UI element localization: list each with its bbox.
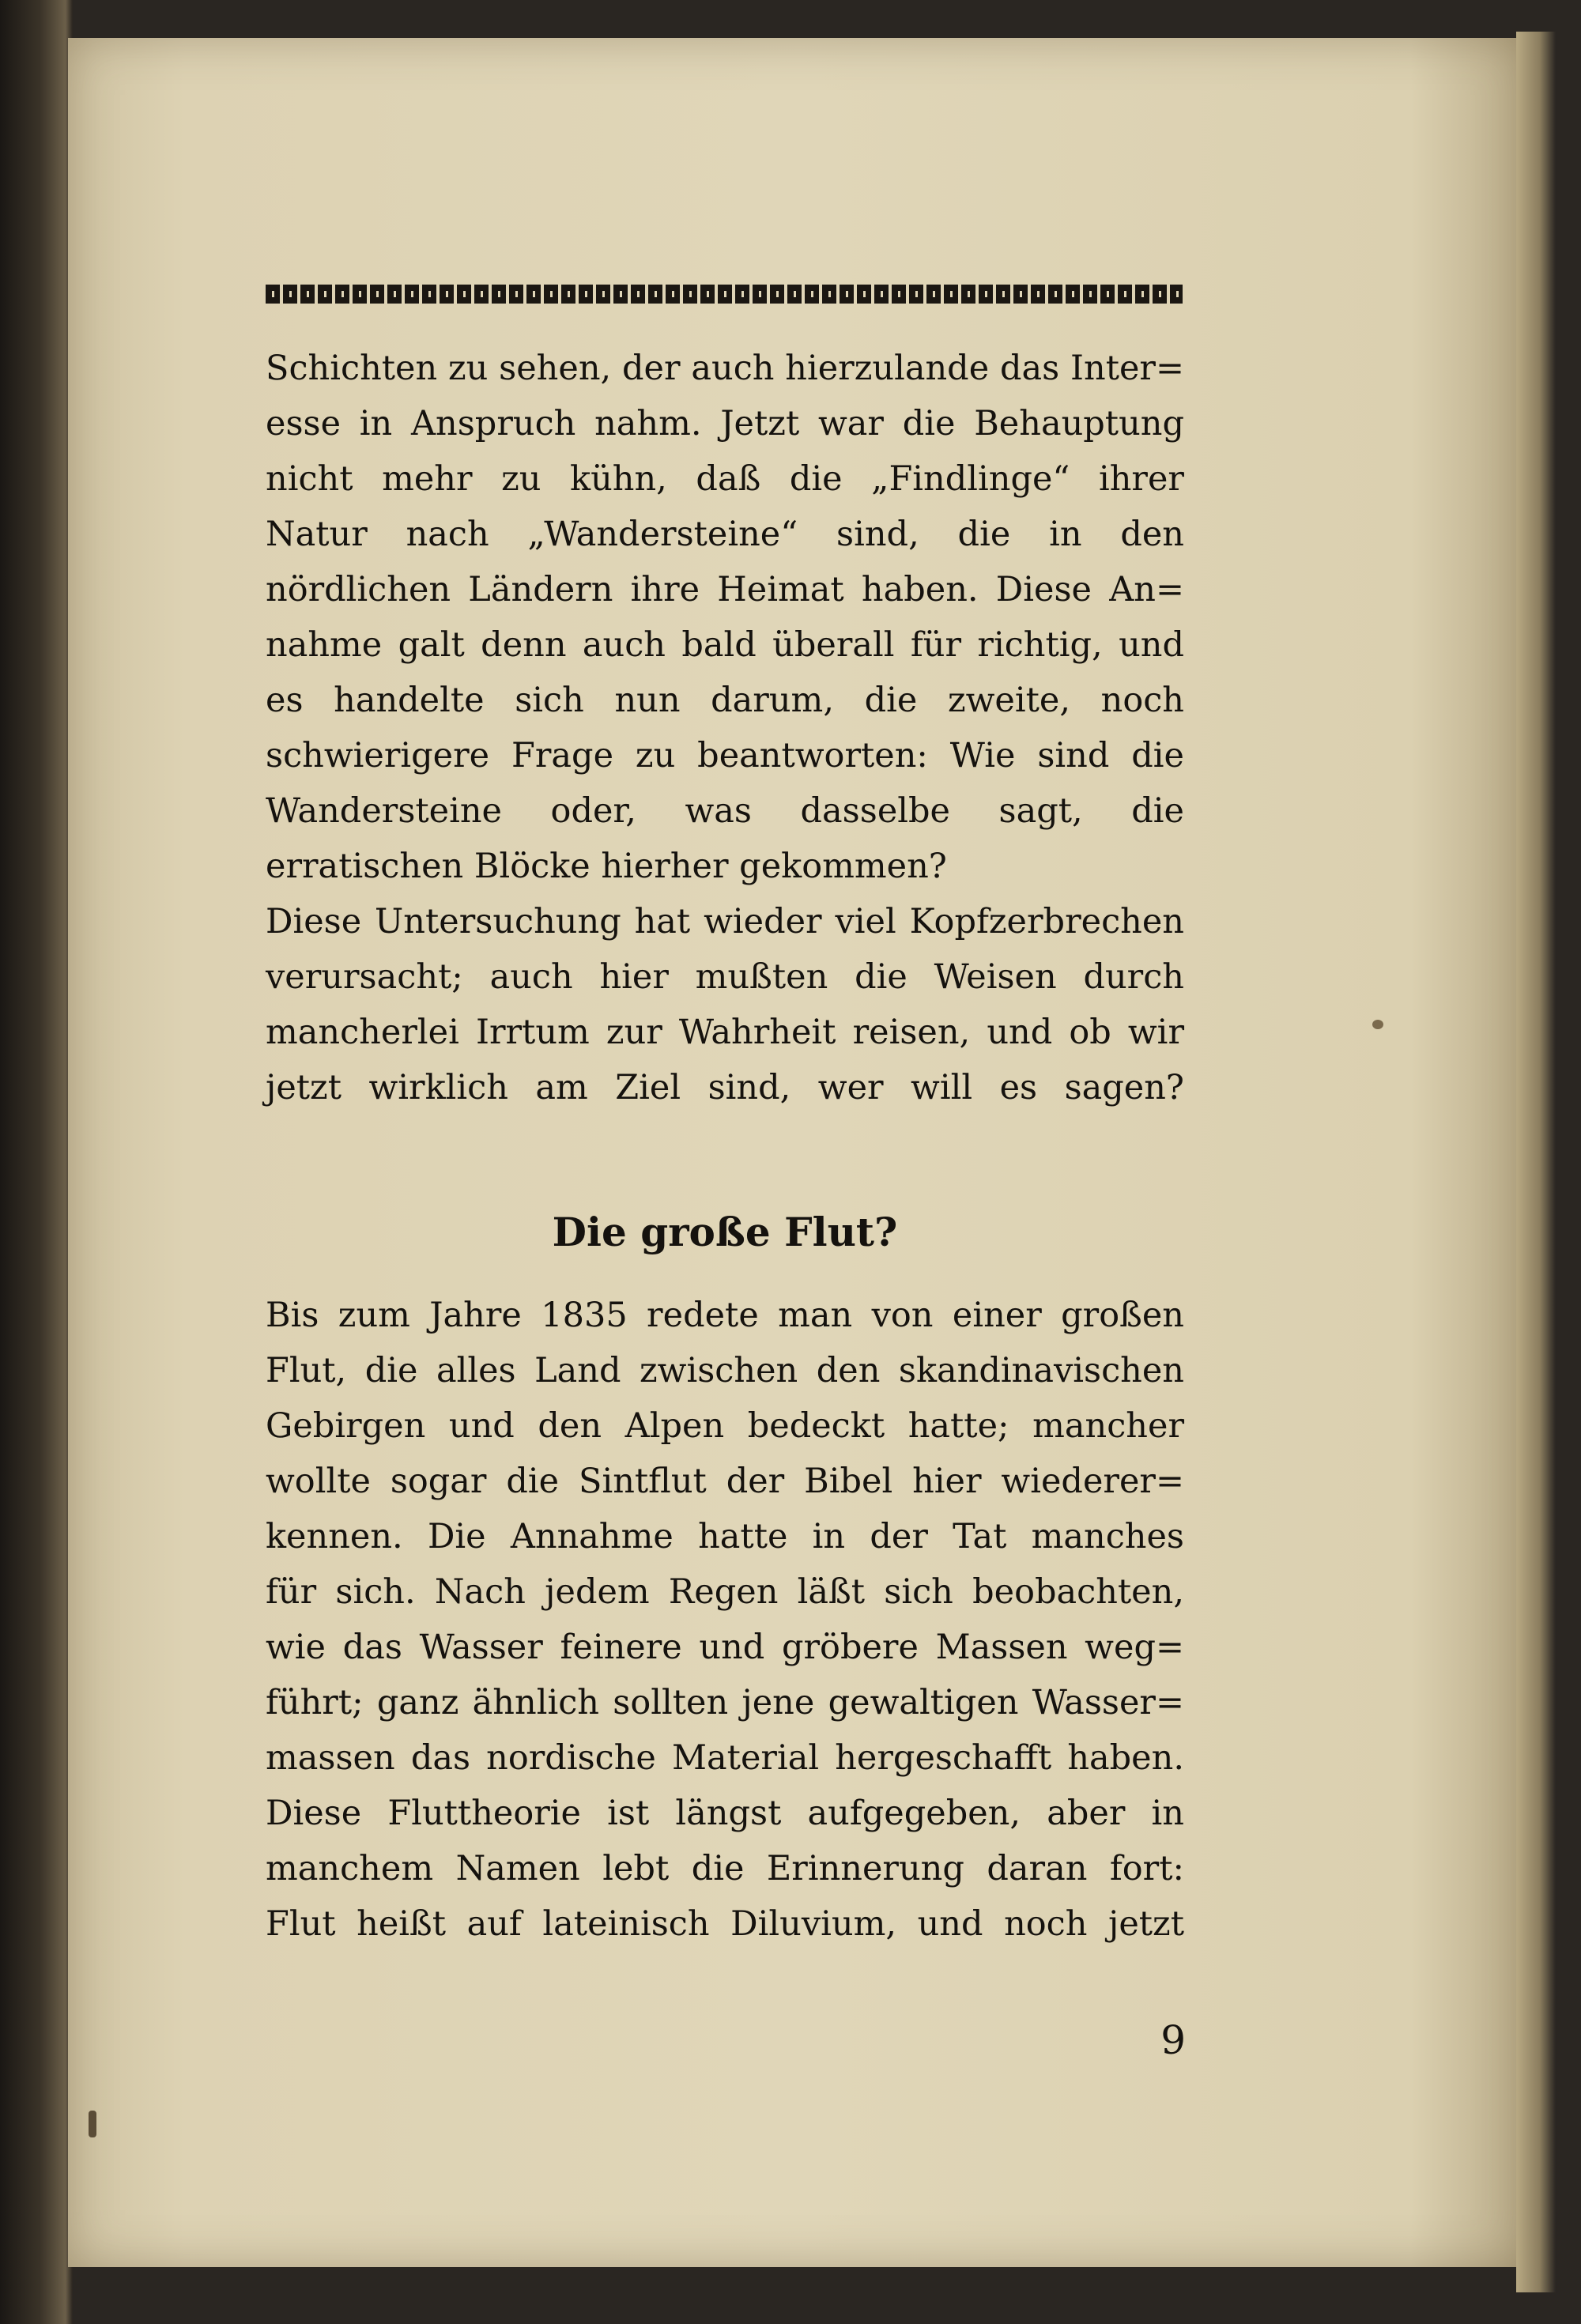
text-line: schwierigere Frage zu beantworten: Wie sind die bbox=[266, 736, 1184, 775]
text-line: nördlichen Ländern ihre Heimat haben. Diese An= bbox=[266, 570, 1184, 609]
text-line: Diese Fluttheorie ist längst aufgegeben, aber in bbox=[266, 1794, 1184, 1833]
text-line: Schichten zu sehen, der auch hierzulande das Inter= bbox=[266, 349, 1184, 388]
text-line: kennen. Die Annahme hatte in der Tat manches bbox=[266, 1517, 1184, 1556]
text-line: erratischen Blöcke hierher gekommen? bbox=[266, 847, 947, 886]
text-line: massen das nordische Material hergeschafft haben. bbox=[266, 1738, 1184, 1778]
text-line: nicht mehr zu kühn, daß die „Findlinge“ ihrer bbox=[266, 459, 1184, 499]
text-line: Bis zum Jahre 1835 redete man von einer großen bbox=[266, 1296, 1184, 1335]
text-line: nahme galt denn auch bald überall für richtig, und bbox=[266, 625, 1184, 665]
text-line: wollte sogar die Sintflut der Bibel hier wiederer= bbox=[266, 1462, 1184, 1501]
text-line: esse in Anspruch nahm. Jetzt war die Behauptung bbox=[266, 404, 1184, 443]
text-line: Flut heißt auf lateinisch Diluvium, und noch jetzt bbox=[266, 1904, 1184, 1944]
text-line: verursacht; auch hier mußten die Weisen durch bbox=[266, 957, 1184, 997]
text-line: wie das Wasser feinere und gröbere Massen weg= bbox=[266, 1628, 1184, 1667]
text-line: jetzt wirklich am Ziel sind, wer will es sagen? bbox=[266, 1068, 1184, 1107]
text-line: Natur nach „Wandersteine“ sind, die in den bbox=[266, 515, 1184, 554]
text-line: Gebirgen und den Alpen bedeckt hatte; mancher bbox=[266, 1406, 1184, 1446]
page-number: 9 bbox=[1160, 2017, 1186, 2063]
text-line: führt; ganz ähnlich sollten jene gewaltigen Wasser= bbox=[266, 1683, 1184, 1722]
text-line: mancherlei Irrtum zur Wahrheit reisen, und ob wir bbox=[266, 1013, 1184, 1052]
paper-stain bbox=[1372, 1020, 1383, 1029]
text-line: manchem Namen lebt die Erinnerung daran fort: bbox=[266, 1849, 1184, 1888]
decorative-ornament-border bbox=[266, 285, 1183, 304]
facing-page-edge bbox=[0, 0, 73, 2324]
page-edge-shadow bbox=[1516, 32, 1556, 2292]
text-line: Flut, die alles Land zwischen den skandinavischen bbox=[266, 1351, 1184, 1390]
paper-stain bbox=[89, 2111, 96, 2137]
text-line: Diese Untersuchung hat wieder viel Kopfzerbrechen bbox=[266, 902, 1184, 941]
text-line: Wandersteine oder, was dasselbe sagt, die bbox=[266, 791, 1184, 831]
text-line: für sich. Nach jedem Regen läßt sich beobachten, bbox=[266, 1572, 1184, 1612]
section-heading: Die große Flut? bbox=[552, 1209, 898, 1255]
text-line: es handelte sich nun darum, die zweite, noch bbox=[266, 681, 1184, 720]
